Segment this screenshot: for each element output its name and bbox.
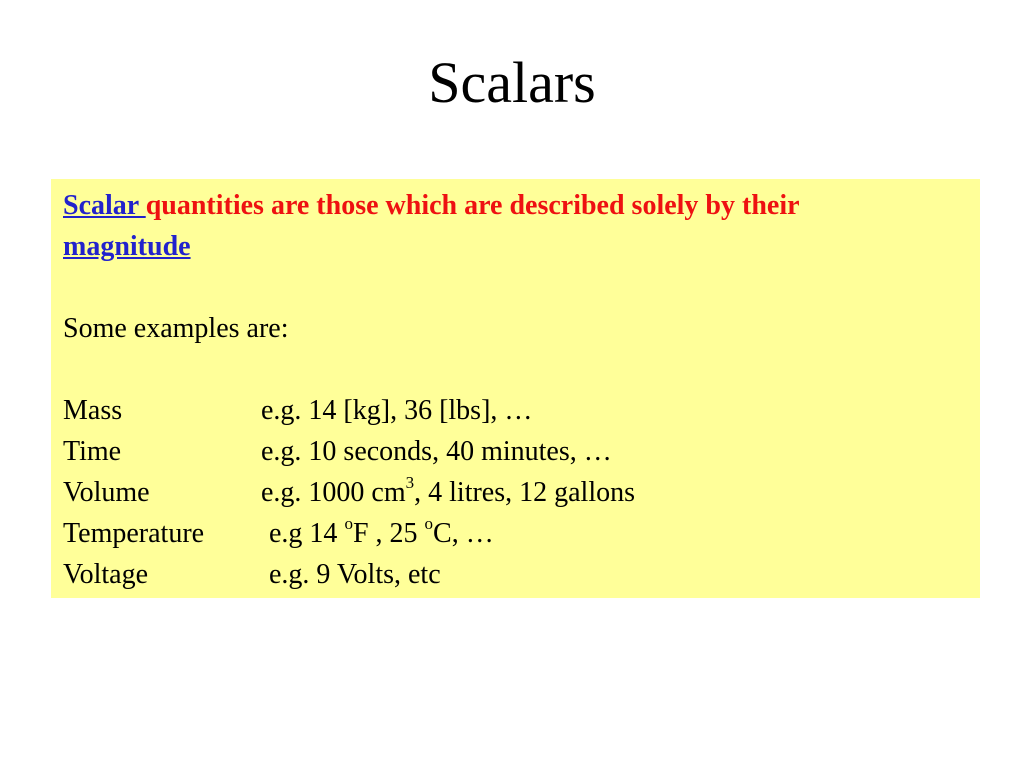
example-row-time — [63, 431, 612, 472]
example-name: Mass — [63, 395, 123, 426]
definition-text: quantities are those which are described solely by their — [145, 190, 800, 221]
degree-superscript: o — [424, 513, 434, 533]
example-name: Temperature — [63, 518, 205, 549]
definition-line-2 — [63, 226, 191, 267]
examples-intro: Some examples are: — [63, 313, 289, 344]
example-row-voltage — [63, 554, 441, 595]
example-row-temperature — [63, 513, 494, 554]
definition-line — [63, 185, 800, 226]
example-name: Voltage — [63, 559, 149, 590]
example-value: e.g 14 $^o$F , 25 $^o$C, … — [269, 513, 494, 549]
scalar-link[interactable]: Scalar — [63, 190, 146, 221]
example-name: Volume — [63, 477, 150, 508]
example-value: e.g. 1000 $cm^3$, 4 litres, 12 gallons — [261, 472, 636, 508]
superscript: 3 — [405, 472, 415, 492]
degree-superscript: o — [344, 513, 353, 533]
example-value: e.g. 10 seconds, 40 minutes, … — [261, 436, 612, 467]
scalar-definition-box — [51, 179, 980, 598]
example-value: e.g. 9 Volts, etc — [269, 559, 441, 590]
example-row-mass — [63, 390, 533, 431]
magnitude-link[interactable]: magnitude — [63, 231, 191, 262]
example-row-volume — [63, 472, 636, 513]
slide-title: Scalars — [428, 50, 596, 115]
example-value: e.g. 14 [kg], 36 [lbs], … — [261, 395, 533, 426]
example-name: Time — [63, 436, 122, 467]
